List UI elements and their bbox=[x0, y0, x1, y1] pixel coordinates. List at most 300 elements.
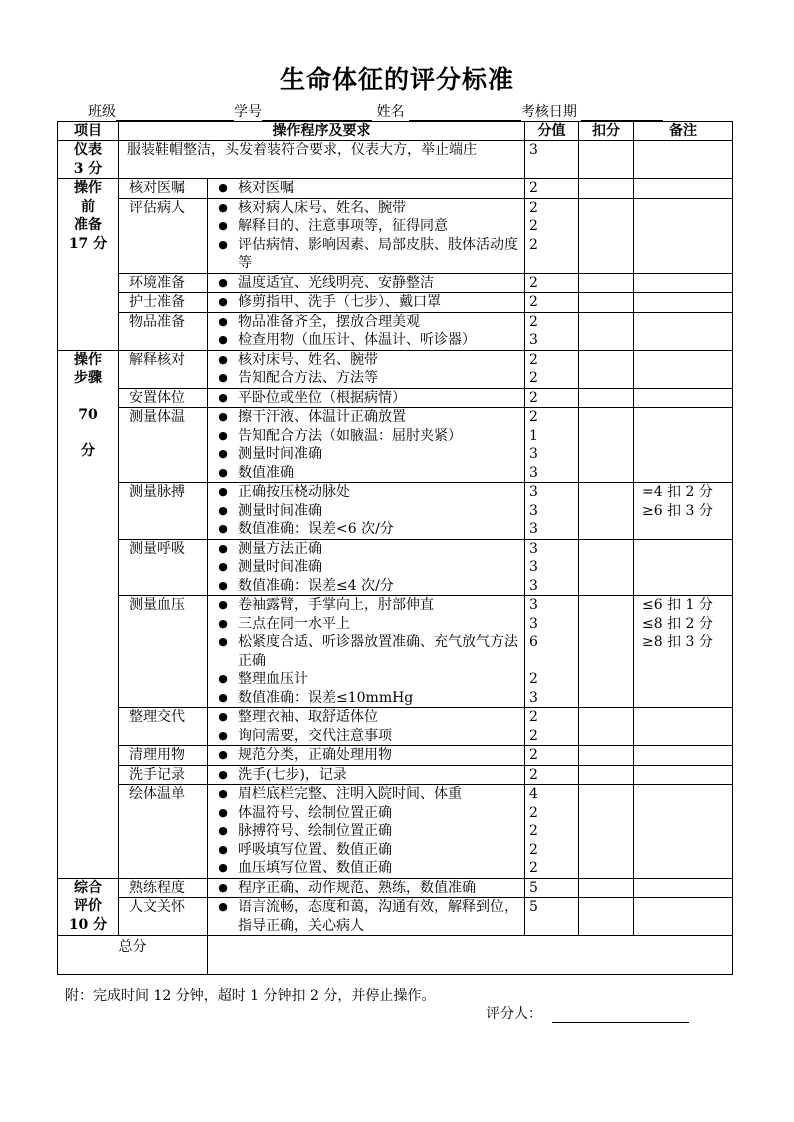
requirement-item bbox=[208, 369, 524, 388]
prep-row bbox=[58, 273, 733, 293]
requirement-item bbox=[208, 615, 524, 634]
note-cell bbox=[634, 293, 733, 313]
sub-item-scores bbox=[525, 539, 579, 596]
sub-item-requirements bbox=[208, 898, 525, 936]
sub-item-requirements bbox=[208, 878, 525, 898]
sub-item-name: 测量脉搏 bbox=[119, 483, 208, 540]
steps-row bbox=[58, 785, 733, 879]
note-cell bbox=[634, 350, 733, 388]
score-value: 3 bbox=[529, 540, 538, 557]
requirement-item bbox=[208, 293, 524, 312]
bullet-icon: ● bbox=[218, 237, 228, 251]
bullet-icon: ● bbox=[218, 333, 228, 346]
score-value: 3 bbox=[529, 577, 538, 594]
score-value: 2 bbox=[529, 860, 538, 876]
requirement-text: 三点在同一水平上 bbox=[238, 615, 350, 632]
sub-item-requirements bbox=[208, 708, 525, 746]
score-value: 2 bbox=[529, 351, 538, 368]
requirement-text: 评估病情、影响因素、局部皮肤、肢体活动度等 bbox=[238, 236, 518, 271]
appearance-row bbox=[58, 141, 733, 179]
bullet-icon: ● bbox=[218, 842, 228, 856]
requirement-text: 物品准备齐全，摆放合理美观 bbox=[238, 313, 420, 330]
bullet-icon: ● bbox=[218, 371, 228, 384]
note-cell bbox=[634, 898, 733, 936]
requirement-item bbox=[208, 217, 524, 236]
sub-item-requirements bbox=[208, 539, 525, 596]
score-value: 3 bbox=[529, 615, 538, 632]
requirement-text: 告知配合方法（如腋温：屈肘夹紧） bbox=[238, 427, 462, 444]
sub-item-name: 解释核对 bbox=[119, 350, 208, 388]
deduct-cell[interactable] bbox=[579, 198, 634, 273]
bullet-icon: ● bbox=[218, 560, 228, 573]
requirement-text: 测量时间准确 bbox=[238, 446, 322, 462]
grader-line bbox=[486, 1003, 689, 1023]
bullet-icon: ● bbox=[218, 824, 228, 837]
category-line: 3 分 bbox=[73, 160, 103, 177]
grader-field[interactable] bbox=[552, 1008, 689, 1023]
requirement-item bbox=[208, 199, 524, 218]
bullet-icon: ● bbox=[218, 616, 228, 630]
requirement-text: 脉搏符号、绘制位置正确 bbox=[238, 823, 392, 839]
note-cell bbox=[634, 785, 733, 879]
category-line: 17 分 bbox=[68, 235, 108, 252]
requirement-item bbox=[208, 408, 524, 427]
note-text: ≥8 扣 3 分 bbox=[642, 634, 713, 650]
score-value: 3 bbox=[529, 689, 538, 706]
header-procedure: 操作程序及要求 bbox=[119, 122, 525, 141]
bullet-icon: ● bbox=[218, 672, 228, 685]
category-line: 仪表 bbox=[74, 142, 102, 158]
total-label: 总分 bbox=[58, 936, 208, 975]
deduct-cell[interactable] bbox=[579, 388, 634, 408]
category-line: 分 bbox=[81, 443, 95, 459]
score-value: 2 bbox=[529, 409, 538, 425]
note-cell bbox=[634, 273, 733, 293]
sub-item-requirements bbox=[208, 312, 525, 350]
id-field[interactable] bbox=[262, 106, 372, 121]
score-value: 2 bbox=[529, 274, 538, 291]
sub-item-requirements bbox=[208, 293, 525, 313]
overall-row bbox=[58, 898, 733, 936]
category-line: 70 bbox=[78, 406, 98, 423]
requirement-item bbox=[208, 445, 524, 464]
score-value: 3 bbox=[529, 521, 538, 537]
deduct-cell[interactable] bbox=[579, 596, 634, 708]
requirement-item bbox=[208, 898, 524, 935]
score-value: 3 bbox=[529, 597, 538, 613]
score-value: 2 bbox=[529, 804, 538, 821]
sub-item-scores bbox=[525, 785, 579, 879]
score-value: 2 bbox=[529, 218, 538, 234]
steps-row bbox=[58, 596, 733, 708]
date-field[interactable] bbox=[581, 106, 663, 121]
requirement-item bbox=[208, 859, 524, 878]
sub-item-scores bbox=[525, 273, 579, 293]
sub-item-requirements bbox=[208, 408, 525, 483]
sub-item-name: 洗手记录 bbox=[119, 765, 208, 785]
requirement-item bbox=[208, 502, 524, 521]
sub-item-requirements bbox=[208, 273, 525, 293]
score-value: 2 bbox=[529, 671, 538, 687]
category-line: 综合 bbox=[74, 879, 102, 896]
requirement-text: 数值准确：误差<6 次/分 bbox=[238, 521, 394, 537]
requirement-item bbox=[208, 351, 524, 370]
requirement-text: 核对病人床号、姓名、腕带 bbox=[238, 199, 406, 216]
category-line: 准备 bbox=[74, 217, 102, 233]
category-line: 前 bbox=[81, 198, 95, 215]
requirement-item bbox=[208, 331, 524, 350]
sub-item-scores bbox=[525, 198, 579, 273]
total-row bbox=[58, 936, 733, 975]
requirement-text: 温度适宜、光线明亮、安静整洁 bbox=[238, 274, 434, 291]
deduct-cell[interactable] bbox=[579, 350, 634, 388]
score-value: 2 bbox=[529, 313, 538, 330]
requirement-item bbox=[208, 879, 524, 898]
deduct-cell[interactable] bbox=[579, 898, 634, 936]
requirement-item bbox=[208, 274, 524, 293]
bullet-icon: ● bbox=[218, 522, 228, 535]
requirement-text: 检查用物（血压计、体温计、听诊器） bbox=[238, 332, 476, 348]
bullet-icon: ● bbox=[218, 767, 228, 781]
steps-row bbox=[58, 708, 733, 746]
requirement-text: 平卧位或坐位（根据病情） bbox=[238, 389, 406, 406]
note-text: ≤6 扣 1 分 bbox=[642, 597, 713, 613]
category-line: 操作 bbox=[74, 180, 102, 196]
requirement-text: 修剪指甲、洗手（七步）、戴口罩 bbox=[238, 294, 441, 310]
requirement-text: 整理血压计 bbox=[238, 671, 308, 687]
note-text: =4 扣 2 分 bbox=[642, 484, 713, 500]
requirement-text: 核对医嘱 bbox=[238, 180, 294, 196]
note-cell bbox=[634, 878, 733, 898]
score-value: 2 bbox=[529, 841, 538, 858]
bullet-icon: ● bbox=[218, 352, 228, 366]
bullet-icon: ● bbox=[218, 219, 228, 232]
sub-item-name: 测量体温 bbox=[119, 408, 208, 483]
requirement-text: 正确按压桡动脉处 bbox=[238, 484, 350, 500]
name-label: 姓名 bbox=[376, 104, 405, 120]
bullet-icon: ● bbox=[218, 428, 228, 442]
header-item: 项目 bbox=[58, 122, 119, 141]
sub-item-name: 人文关怀 bbox=[119, 898, 208, 936]
requirement-item bbox=[208, 577, 524, 596]
sub-item-requirements bbox=[208, 198, 525, 273]
sub-item-scores bbox=[525, 878, 579, 898]
sub-item-name: 物品准备 bbox=[119, 312, 208, 350]
requirement-item bbox=[208, 766, 524, 785]
total-value[interactable] bbox=[208, 936, 733, 975]
score-value: 2 bbox=[529, 727, 538, 744]
score-value: 2 bbox=[529, 199, 538, 216]
prep-row bbox=[58, 312, 733, 350]
requirement-item bbox=[208, 427, 524, 446]
bullet-icon: ● bbox=[218, 541, 228, 555]
score-value: 1 bbox=[529, 427, 538, 444]
header-score: 分值 bbox=[525, 122, 579, 141]
bullet-icon: ● bbox=[218, 805, 228, 819]
bullet-icon: ● bbox=[218, 181, 228, 194]
score-value: 2 bbox=[529, 236, 538, 253]
bullet-icon: ● bbox=[218, 635, 228, 648]
bullet-icon: ● bbox=[218, 295, 228, 308]
deduct-cell[interactable] bbox=[579, 746, 634, 766]
requirement-item bbox=[208, 483, 524, 502]
requirement-item bbox=[208, 804, 524, 823]
sub-item-name: 评估病人 bbox=[119, 198, 208, 273]
steps-row bbox=[58, 746, 733, 766]
deduct-cell[interactable] bbox=[579, 273, 634, 293]
steps-row bbox=[58, 350, 733, 388]
requirement-text: 松紧度合适、听诊器放置准确、充气放气方法正确 bbox=[238, 634, 518, 669]
requirement-item bbox=[208, 785, 524, 804]
sub-item-scores bbox=[525, 293, 579, 313]
sub-item-scores bbox=[525, 596, 579, 708]
note-cell bbox=[634, 746, 733, 766]
category-line: 步骤 bbox=[74, 370, 102, 386]
page-title: 生命体征的评分标准 bbox=[279, 65, 514, 94]
bullet-icon: ● bbox=[218, 275, 228, 289]
bullet-icon: ● bbox=[218, 728, 228, 742]
note-cell bbox=[634, 198, 733, 273]
header-row bbox=[58, 122, 733, 141]
note-cell bbox=[634, 179, 733, 199]
score-value: 3 bbox=[529, 484, 538, 500]
sub-item-requirements bbox=[208, 596, 525, 708]
requirement-item bbox=[208, 389, 524, 408]
deduct-cell[interactable] bbox=[579, 179, 634, 199]
bullet-icon: ● bbox=[218, 710, 228, 723]
appearance-score: 3 bbox=[525, 141, 579, 179]
sub-item-scores bbox=[525, 483, 579, 540]
appearance-note bbox=[634, 141, 733, 179]
sub-item-scores bbox=[525, 179, 579, 199]
requirement-item bbox=[208, 464, 524, 483]
sub-item-name: 护士准备 bbox=[119, 293, 208, 313]
sub-item-requirements bbox=[208, 785, 525, 879]
score-value: 2 bbox=[529, 747, 538, 763]
score-value: 2 bbox=[529, 766, 538, 783]
requirement-text: 核对床号、姓名、腕带 bbox=[238, 351, 378, 368]
prep-row bbox=[58, 293, 733, 313]
sub-item-name: 环境准备 bbox=[119, 273, 208, 293]
sub-item-requirements bbox=[208, 765, 525, 785]
note-cell bbox=[634, 708, 733, 746]
bullet-icon: ● bbox=[218, 690, 228, 704]
steps-row bbox=[58, 765, 733, 785]
requirement-item bbox=[208, 179, 524, 198]
bullet-icon: ● bbox=[218, 314, 228, 328]
bullet-icon: ● bbox=[218, 465, 228, 479]
score-value: 5 bbox=[529, 879, 538, 896]
score-value: 2 bbox=[529, 180, 538, 196]
deduct-cell[interactable] bbox=[579, 878, 634, 898]
deduct-cell[interactable] bbox=[579, 765, 634, 785]
sub-item-scores bbox=[525, 765, 579, 785]
steps-row bbox=[58, 539, 733, 596]
requirement-text: 眉栏底栏完整、注明入院时间、体重 bbox=[238, 786, 462, 802]
category-line: 操作 bbox=[74, 351, 102, 368]
deduct-cell[interactable] bbox=[579, 312, 634, 350]
appearance-category bbox=[58, 141, 119, 179]
sub-item-scores bbox=[525, 708, 579, 746]
bullet-icon: ● bbox=[218, 748, 228, 761]
requirement-text: 语言流畅，态度和蔼，沟通有效，解释到位，指导正确，关心病人 bbox=[238, 899, 518, 934]
score-value: 3 bbox=[529, 464, 538, 481]
sub-item-scores bbox=[525, 746, 579, 766]
date-label: 考核日期 bbox=[520, 104, 577, 120]
sub-item-requirements bbox=[208, 483, 525, 540]
note-cell bbox=[634, 388, 733, 408]
deduct-cell[interactable] bbox=[579, 293, 634, 313]
requirement-item bbox=[208, 689, 524, 708]
requirement-text: 卷袖露臂，手掌向上，肘部伸直 bbox=[238, 597, 434, 613]
steps-category bbox=[58, 350, 119, 878]
prep-row bbox=[58, 198, 733, 273]
score-value: 2 bbox=[529, 709, 538, 725]
note-cell bbox=[634, 765, 733, 785]
deduct-cell[interactable] bbox=[579, 408, 634, 483]
requirement-text: 测量时间准确 bbox=[238, 559, 322, 575]
requirement-text: 规范分类，正确处理用物 bbox=[238, 747, 392, 763]
sub-item-name: 清理用物 bbox=[119, 746, 208, 766]
overall-row bbox=[58, 878, 733, 898]
bullet-icon: ● bbox=[218, 410, 228, 423]
requirement-item bbox=[208, 841, 524, 860]
class-field[interactable] bbox=[116, 106, 234, 121]
deduct-cell[interactable] bbox=[579, 708, 634, 746]
note-cell bbox=[634, 596, 733, 708]
note-cell bbox=[634, 483, 733, 540]
score-value: 3 bbox=[529, 332, 538, 348]
sub-item-scores bbox=[525, 388, 579, 408]
score-value: 2 bbox=[529, 389, 538, 406]
sub-item-name: 测量血压 bbox=[119, 596, 208, 708]
requirement-text: 测量方法正确 bbox=[238, 540, 322, 557]
sub-item-scores bbox=[525, 408, 579, 483]
sub-item-scores bbox=[525, 898, 579, 936]
requirement-item bbox=[208, 670, 524, 689]
requirement-text: 测量时间准确 bbox=[238, 502, 322, 519]
note-text: ≥6 扣 3 分 bbox=[642, 502, 713, 519]
footer-note: 附：完成时间 12 分钟，超时 1 分钟扣 2 分，并停止操作。 bbox=[65, 988, 436, 1004]
requirement-item bbox=[208, 236, 524, 273]
score-value: 2 bbox=[529, 823, 538, 839]
score-value: 5 bbox=[529, 899, 538, 915]
requirement-item bbox=[208, 540, 524, 559]
steps-row bbox=[58, 483, 733, 540]
steps-row bbox=[58, 388, 733, 408]
score-value: 2 bbox=[529, 294, 538, 310]
score-value: 4 bbox=[529, 786, 538, 802]
note-cell bbox=[634, 408, 733, 483]
info-line bbox=[88, 101, 663, 121]
requirement-item bbox=[208, 633, 524, 670]
score-value: 6 bbox=[529, 634, 538, 650]
requirement-item bbox=[208, 520, 524, 539]
requirement-text: 程序正确、动作规范、熟练，数值准确 bbox=[238, 879, 476, 896]
deduct-cell[interactable] bbox=[579, 785, 634, 879]
grader-label: 评分人： bbox=[486, 1006, 542, 1022]
score-value: 3 bbox=[529, 446, 538, 462]
sub-item-requirements bbox=[208, 388, 525, 408]
header-note: 备注 bbox=[634, 122, 733, 141]
score-value: 2 bbox=[529, 370, 538, 386]
sub-item-scores bbox=[525, 350, 579, 388]
requirement-text: 数值准确：误差≤10mmHg bbox=[238, 689, 414, 706]
bullet-icon: ● bbox=[218, 485, 228, 498]
deduct-cell[interactable] bbox=[579, 539, 634, 596]
requirement-text: 血压填写位置、数值正确 bbox=[238, 860, 392, 876]
requirement-text: 体温符号、绘制位置正确 bbox=[238, 804, 392, 821]
bullet-icon: ● bbox=[218, 787, 228, 800]
header-deduct: 扣分 bbox=[579, 122, 634, 141]
sub-item-scores bbox=[525, 312, 579, 350]
requirement-item bbox=[208, 708, 524, 727]
requirement-item bbox=[208, 727, 524, 746]
bullet-icon: ● bbox=[218, 447, 228, 460]
appearance-deduct[interactable] bbox=[579, 141, 634, 179]
id-label: 学号 bbox=[234, 104, 262, 120]
requirement-text: 洗手(七步)，记录 bbox=[238, 766, 347, 783]
sub-item-name: 绘体温单 bbox=[119, 785, 208, 879]
sub-item-name: 核对医嘱 bbox=[119, 179, 208, 199]
note-cell bbox=[634, 312, 733, 350]
requirement-text: 数值准确 bbox=[238, 464, 294, 481]
name-field[interactable] bbox=[409, 106, 521, 121]
sub-item-name: 测量呼吸 bbox=[119, 539, 208, 596]
score-value: 3 bbox=[529, 502, 538, 519]
prep-category bbox=[58, 179, 119, 351]
requirement-text: 数值准确：误差≤4 次/分 bbox=[238, 577, 394, 594]
scoring-table bbox=[57, 121, 733, 975]
prep-row bbox=[58, 179, 733, 199]
bullet-icon: ● bbox=[218, 861, 228, 874]
requirement-text: 告知配合方法、方法等 bbox=[238, 370, 378, 386]
category-line: 评价 bbox=[74, 898, 102, 914]
sub-item-name: 整理交代 bbox=[119, 708, 208, 746]
requirement-text: 解释目的、注意事项等，征得同意 bbox=[238, 218, 448, 234]
class-label: 班级 bbox=[88, 104, 116, 120]
requirement-item bbox=[208, 596, 524, 615]
requirement-item bbox=[208, 822, 524, 841]
category-line: 10 分 bbox=[68, 916, 108, 933]
bullet-icon: ● bbox=[218, 900, 228, 913]
note-text: ≤8 扣 2 分 bbox=[642, 615, 713, 632]
bullet-icon: ● bbox=[218, 578, 228, 592]
note-cell bbox=[634, 539, 733, 596]
deduct-cell[interactable] bbox=[579, 483, 634, 540]
requirement-text: 整理衣袖、取舒适体位 bbox=[238, 709, 378, 725]
bullet-icon: ● bbox=[218, 598, 228, 611]
overall-category bbox=[58, 878, 119, 936]
sub-item-name: 安置体位 bbox=[119, 388, 208, 408]
sub-item-name: 熟练程度 bbox=[119, 878, 208, 898]
score-value: 3 bbox=[529, 559, 538, 575]
bullet-icon: ● bbox=[218, 200, 228, 214]
bullet-icon: ● bbox=[218, 390, 228, 404]
requirement-item bbox=[208, 313, 524, 332]
requirement-item bbox=[208, 746, 524, 765]
requirement-text: 擦干汗液、体温计正确放置 bbox=[238, 409, 406, 425]
bullet-icon: ● bbox=[218, 503, 228, 517]
requirement-text: 询问需要，交代注意事项 bbox=[238, 727, 392, 744]
steps-row bbox=[58, 408, 733, 483]
sub-item-requirements bbox=[208, 350, 525, 388]
requirement-text: 呼吸填写位置、数值正确 bbox=[238, 841, 392, 858]
appearance-text: 服装鞋帽整洁，头发着装符合要求，仪表大方，举止端庄 bbox=[119, 141, 525, 179]
requirement-item bbox=[208, 558, 524, 577]
bullet-icon: ● bbox=[218, 880, 228, 894]
sub-item-requirements bbox=[208, 179, 525, 199]
